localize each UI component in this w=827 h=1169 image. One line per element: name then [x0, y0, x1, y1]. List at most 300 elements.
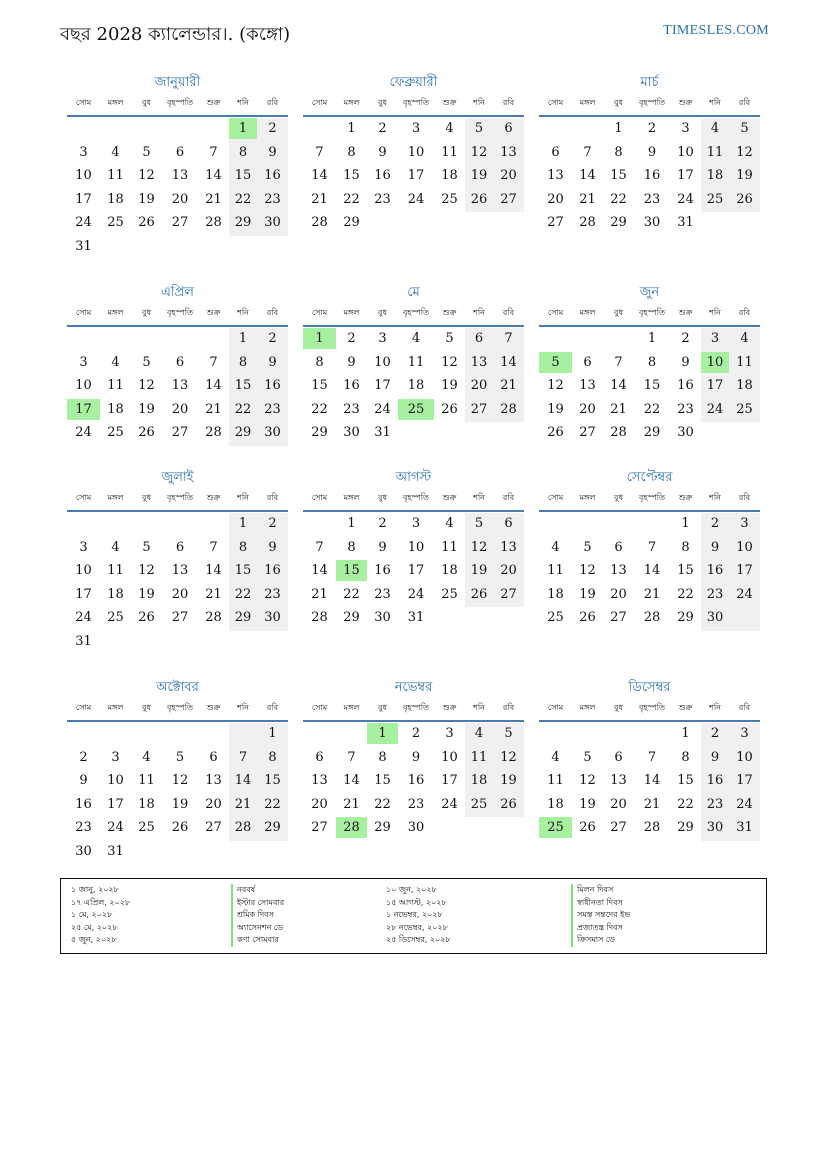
day-cell: 29: [677, 820, 694, 835]
day-cell: 20: [610, 586, 627, 602]
day-cell: 5: [142, 354, 151, 370]
day-cell: 26: [138, 610, 155, 625]
day-cell: 19: [441, 378, 458, 393]
day-cell: 25: [441, 191, 458, 207]
day-cell: 14: [500, 354, 517, 370]
weekday-label: শুক্র: [206, 98, 221, 107]
legend-holiday-name: প্রজাতন্ত্র দিবস: [571, 922, 623, 935]
day-cell: 11: [547, 773, 564, 788]
day-cell: 12: [500, 749, 517, 765]
day-cell: 19: [547, 401, 564, 417]
weekday-label: শনি: [237, 493, 249, 502]
day-cell: 28: [500, 401, 517, 417]
day-cell: 22: [311, 401, 328, 417]
weekday-header: [539, 97, 760, 117]
day-cell: 1: [347, 121, 356, 136]
day-cell: 31: [407, 610, 425, 625]
month-name: এপ্রিল: [161, 285, 194, 300]
day-cell: 6: [175, 539, 185, 555]
day-cell: 3: [740, 726, 749, 741]
day-cell: 18: [547, 586, 564, 602]
day-cell: 17: [75, 191, 92, 207]
day-cell: 26: [470, 586, 488, 602]
day-cell: 30: [264, 215, 281, 230]
day-cell: 13: [579, 378, 596, 393]
day-cell: 11: [441, 539, 458, 555]
day-cell: 18: [736, 378, 753, 393]
day-cell: 28: [311, 610, 328, 625]
day-cell: 19: [579, 586, 596, 602]
day-cell: 28: [643, 610, 661, 625]
weekday-label: বৃহস্পতি: [166, 308, 194, 317]
day-cell: 26: [579, 610, 596, 625]
day-cell: 10: [736, 539, 753, 555]
weekday-label: সোম: [311, 308, 328, 317]
day-cell: 4: [551, 749, 560, 765]
month-name: সেপ্টেম্বর: [626, 470, 673, 485]
day-cell: 9: [378, 539, 387, 555]
legend-date: ২৫ ডিসেম্বর, ২০২৮: [386, 935, 451, 944]
weekday-label: সোম: [75, 98, 92, 107]
day-cell: 21: [500, 378, 517, 393]
day-cell: 23: [407, 796, 425, 812]
day-cell: 11: [706, 144, 724, 160]
weekday-label: রবি: [266, 98, 279, 107]
day-cell: 2: [411, 726, 421, 741]
day-cell: 10: [374, 354, 391, 370]
day-cell: 30: [264, 425, 281, 440]
weekday-label: মঙ্গল: [107, 98, 124, 107]
weekday-label: সোম: [75, 308, 92, 317]
month-name: মার্চ: [640, 75, 659, 90]
weekday-label: সোম: [75, 703, 92, 712]
day-cell: 1: [347, 516, 356, 531]
day-cell: 21: [311, 586, 328, 602]
month-name: নভেম্বর: [394, 680, 433, 695]
day-cell: 8: [647, 354, 657, 370]
day-cell: 6: [315, 749, 324, 765]
legend-date: ১ মে, ২০২৮: [71, 910, 113, 919]
day-cell: 3: [411, 516, 421, 531]
weekday-label: রবি: [502, 493, 515, 502]
day-cell: 2: [268, 516, 277, 531]
day-cell: 2: [268, 121, 277, 136]
day-cell: 17: [441, 773, 458, 788]
day-cell: 22: [343, 191, 360, 207]
weekday-label: বৃহস্পতি: [402, 493, 430, 502]
month-block: [67, 468, 288, 668]
day-cell: 13: [610, 563, 627, 578]
day-cell: 21: [343, 796, 360, 812]
day-cell: 5: [175, 749, 185, 765]
day-cell: 9: [268, 354, 277, 370]
day-cell: 11: [547, 563, 564, 578]
weekday-label: সোম: [311, 98, 328, 107]
day-cell: 15: [343, 168, 360, 183]
weekday-label: সোম: [547, 98, 564, 107]
holiday-day-cell: 1: [303, 328, 336, 349]
weekday-label: বৃহস্পতি: [638, 493, 666, 502]
weekday-label: শনি: [237, 308, 249, 317]
day-cell: 7: [238, 749, 248, 765]
day-cell: 7: [209, 144, 218, 160]
day-cell: 8: [378, 749, 387, 765]
day-cell: 3: [79, 354, 88, 370]
day-cell: 15: [677, 563, 694, 578]
weekday-label: মঙ্গল: [343, 308, 360, 317]
day-cell: 29: [677, 610, 694, 625]
day-cell: 21: [234, 796, 252, 812]
day-cell: 20: [547, 191, 564, 207]
month-block: [303, 468, 524, 668]
day-cell: 22: [677, 586, 694, 602]
month-block: [539, 468, 760, 668]
day-cell: 14: [610, 378, 627, 393]
day-cell: 24: [75, 215, 92, 230]
day-cell: 24: [407, 586, 425, 602]
day-cell: 30: [706, 610, 724, 625]
day-cell: 1: [238, 516, 248, 531]
month-block: [303, 678, 524, 878]
day-cell: 19: [736, 168, 753, 183]
legend-holiday-name: সমস্ত সন্তদের ইভ: [571, 909, 630, 922]
day-cell: 13: [470, 354, 488, 370]
day-cell: 17: [107, 796, 124, 812]
day-cell: 6: [504, 516, 513, 531]
weekday-label: রবি: [738, 703, 751, 712]
day-cell: 13: [500, 539, 517, 555]
day-cell: 20: [171, 191, 189, 207]
day-cell: 3: [681, 121, 690, 136]
day-cell: 16: [374, 168, 391, 183]
day-cell: 22: [234, 401, 252, 417]
day-cell: 8: [614, 144, 623, 160]
day-cell: 5: [583, 749, 592, 765]
day-cell: 13: [500, 144, 517, 160]
holiday-day-cell: 25: [539, 817, 572, 838]
day-cell: 15: [374, 773, 391, 788]
brand-logo-text[interactable]: TIMESLES.COM: [663, 23, 769, 38]
weekday-label: শুক্র: [678, 493, 693, 502]
day-cell: 28: [610, 425, 627, 440]
day-cell: 8: [315, 354, 324, 370]
day-cell: 5: [474, 121, 484, 136]
month-name: জুন: [639, 285, 660, 300]
weekday-header: [303, 97, 524, 117]
month-name: জুলাই: [161, 470, 194, 485]
weekday-label: বুধ: [614, 98, 623, 107]
day-cell: 7: [315, 539, 324, 555]
day-cell: 23: [374, 586, 391, 602]
day-cell: 16: [643, 168, 661, 183]
day-cell: 18: [706, 168, 724, 183]
day-cell: 8: [238, 144, 248, 160]
day-cell: 30: [374, 610, 391, 625]
day-cell: 7: [347, 749, 356, 765]
month-name: জানুয়ারী: [154, 75, 201, 90]
day-cell: 15: [264, 773, 281, 788]
legend-date: ১৭ এপ্রিল, ২০২৮: [71, 897, 131, 907]
day-cell: 14: [205, 563, 222, 578]
day-cell: 28: [643, 820, 661, 835]
day-cell: 12: [470, 539, 488, 555]
day-cell: 15: [234, 168, 252, 183]
day-cell: 12: [441, 354, 458, 370]
day-cell: 10: [677, 144, 694, 160]
weekday-label: শুক্র: [442, 703, 457, 712]
day-cell: 5: [445, 331, 454, 346]
day-cell: 8: [238, 354, 248, 370]
day-cell: 14: [205, 378, 222, 393]
day-cell: 18: [107, 401, 124, 417]
day-cell: 22: [643, 401, 661, 417]
holiday-day-cell: 10: [701, 352, 729, 373]
day-cell: 1: [268, 726, 277, 741]
holiday-day-cell: 28: [336, 817, 367, 838]
day-cell: 23: [706, 586, 724, 602]
weekday-label: বুধ: [614, 703, 623, 712]
day-cell: 6: [175, 354, 185, 370]
day-cell: 20: [205, 796, 222, 812]
day-cell: 9: [79, 773, 88, 788]
day-cell: 7: [647, 539, 657, 555]
day-cell: 15: [311, 378, 328, 393]
day-cell: 24: [706, 401, 724, 417]
day-cell: 19: [470, 168, 488, 183]
day-cell: 18: [441, 563, 458, 578]
weekday-label: শুক্র: [442, 98, 457, 107]
day-cell: 25: [470, 796, 488, 812]
day-cell: 18: [441, 168, 458, 183]
day-cell: 12: [547, 378, 564, 393]
day-cell: 27: [500, 191, 517, 207]
day-cell: 16: [75, 796, 92, 812]
day-cell: 12: [470, 144, 488, 160]
legend-holiday-name: স্বাধীনতা দিবস: [571, 897, 623, 910]
day-cell: 2: [647, 121, 657, 136]
day-cell: 6: [614, 539, 623, 555]
day-cell: 11: [107, 378, 124, 393]
day-cell: 22: [234, 191, 252, 207]
legend-date: ১ জানু, ২০২৮: [71, 885, 119, 894]
day-cell: 8: [681, 749, 690, 765]
day-cell: 20: [610, 796, 627, 812]
weekday-label: শনি: [473, 703, 485, 712]
weekday-label: মঙ্গল: [343, 98, 360, 107]
day-cell: 27: [610, 820, 627, 835]
weekday-label: রবি: [502, 308, 515, 317]
day-cell: 24: [75, 425, 92, 440]
day-cell: 6: [551, 144, 560, 160]
day-cell: 21: [579, 191, 596, 207]
day-cell: 10: [75, 168, 92, 183]
day-cell: 4: [474, 726, 484, 741]
day-cell: 7: [583, 144, 592, 160]
legend-holiday-name: মিলন দিবস: [571, 884, 613, 897]
month-name: অক্টোবর: [156, 680, 199, 695]
day-cell: 28: [234, 820, 252, 835]
day-cell: 27: [205, 820, 222, 835]
day-cell: 6: [504, 121, 513, 136]
legend-holiday-name: ক্রিসমাস ডে: [571, 934, 615, 947]
day-cell: 26: [138, 425, 155, 440]
legend-date: ১ নভেম্বর, ২০২৮: [386, 910, 443, 919]
day-cell: 10: [407, 539, 425, 555]
holiday-day-cell: 5: [539, 352, 572, 373]
day-cell: 25: [706, 191, 724, 207]
day-cell: 24: [374, 401, 391, 417]
weekday-label: রবি: [502, 98, 515, 107]
day-cell: 30: [706, 820, 724, 835]
day-cell: 14: [343, 773, 360, 788]
weekday-header: [303, 492, 524, 512]
day-cell: 13: [205, 773, 222, 788]
weekday-label: বুধ: [142, 98, 151, 107]
day-cell: 1: [647, 331, 657, 346]
day-cell: 3: [710, 331, 720, 346]
day-cell: 2: [710, 726, 720, 741]
day-cell: 24: [107, 820, 124, 835]
day-cell: 6: [209, 749, 218, 765]
day-cell: 25: [107, 425, 124, 440]
weekday-label: সোম: [311, 493, 328, 502]
weekday-header: [67, 702, 288, 722]
day-cell: 13: [311, 773, 328, 788]
day-cell: 18: [138, 796, 155, 812]
day-cell: 23: [264, 586, 281, 602]
day-cell: 26: [579, 820, 596, 835]
day-cell: 11: [736, 354, 753, 370]
day-cell: 2: [378, 121, 387, 136]
day-cell: 19: [138, 586, 155, 602]
day-cell: 20: [500, 168, 517, 183]
day-cell: 21: [205, 191, 222, 207]
weekday-label: শুক্র: [206, 703, 221, 712]
day-cell: 11: [470, 749, 488, 765]
weekday-header: [539, 702, 760, 722]
day-cell: 24: [736, 796, 753, 812]
day-cell: 27: [500, 586, 517, 602]
month-block: [67, 678, 288, 878]
day-cell: 20: [311, 796, 328, 812]
weekday-label: বৃহস্পতি: [166, 493, 194, 502]
day-cell: 5: [740, 121, 749, 136]
weekday-label: সোম: [75, 493, 92, 502]
day-cell: 20: [171, 401, 189, 417]
day-cell: 21: [205, 586, 222, 602]
day-cell: 25: [547, 610, 564, 625]
legend-holiday-name: ইস্টার সোমবার: [231, 897, 284, 910]
day-cell: 15: [643, 378, 661, 393]
day-cell: 10: [75, 378, 92, 393]
day-cell: 8: [238, 539, 248, 555]
day-cell: 6: [614, 749, 623, 765]
day-cell: 23: [343, 401, 360, 417]
holiday-day-cell: 1: [229, 118, 257, 139]
weekday-label: বৃহস্পতি: [402, 703, 430, 712]
day-cell: 25: [107, 610, 124, 625]
day-cell: 11: [441, 144, 458, 160]
day-cell: 27: [579, 425, 596, 440]
weekday-label: বুধ: [142, 703, 151, 712]
day-cell: 16: [677, 378, 694, 393]
day-cell: 14: [579, 168, 596, 183]
month-name: মে: [407, 285, 420, 300]
day-cell: 9: [647, 144, 657, 160]
weekday-label: শুক্র: [442, 308, 457, 317]
day-cell: 23: [706, 796, 724, 812]
day-cell: 5: [583, 539, 592, 555]
day-cell: 29: [343, 610, 360, 625]
day-cell: 20: [500, 563, 517, 578]
day-cell: 7: [209, 539, 218, 555]
day-cell: 19: [470, 563, 488, 578]
day-cell: 7: [647, 749, 657, 765]
day-cell: 29: [234, 610, 252, 625]
day-cell: 9: [347, 354, 356, 370]
day-cell: 16: [264, 563, 281, 578]
legend-date: ২৮ নভেম্বর, ২০২৮: [386, 922, 448, 932]
month-block: [303, 73, 524, 273]
weekday-header: [539, 307, 760, 327]
holiday-day-cell: 25: [398, 399, 434, 420]
day-cell: 9: [378, 144, 387, 160]
day-cell: 12: [736, 144, 753, 160]
day-cell: 12: [138, 168, 155, 183]
legend-date: ৫ জুন, ২০২৮: [71, 935, 117, 944]
day-cell: 22: [610, 191, 627, 207]
day-cell: 23: [264, 401, 281, 417]
day-cell: 14: [234, 773, 252, 788]
day-cell: 2: [681, 331, 690, 346]
day-cell: 10: [75, 563, 92, 578]
weekday-label: রবি: [738, 308, 751, 317]
day-cell: 4: [142, 749, 151, 765]
holiday-legend: [60, 878, 767, 954]
day-cell: 5: [474, 516, 484, 531]
legend-holiday-name: কণা সোমবার: [231, 934, 279, 947]
day-cell: 29: [643, 425, 661, 440]
day-cell: 18: [407, 378, 425, 393]
weekday-label: বুধ: [614, 493, 623, 502]
day-cell: 5: [142, 539, 151, 555]
day-cell: 28: [311, 215, 328, 230]
day-cell: 27: [547, 215, 564, 230]
weekday-label: মঙ্গল: [579, 493, 596, 502]
day-cell: 12: [171, 773, 189, 788]
day-cell: 20: [470, 378, 488, 393]
weekday-label: শনি: [237, 98, 249, 107]
day-cell: 16: [407, 773, 425, 788]
legend-date: ১০ জুন, ২০২৮: [386, 885, 437, 894]
day-cell: 19: [579, 796, 596, 812]
day-cell: 30: [264, 610, 281, 625]
day-cell: 29: [610, 215, 627, 230]
day-cell: 24: [736, 586, 753, 602]
day-cell: 9: [710, 749, 720, 765]
weekday-label: মঙ্গল: [343, 493, 360, 502]
day-cell: 12: [138, 563, 155, 578]
day-cell: 19: [500, 773, 517, 788]
day-cell: 2: [378, 516, 387, 531]
month-name: ডিসেম্বর: [628, 680, 671, 695]
day-cell: 13: [610, 773, 627, 788]
day-cell: 15: [610, 168, 627, 183]
day-cell: 9: [268, 144, 277, 160]
weekday-label: শনি: [473, 308, 485, 317]
day-cell: 10: [107, 773, 124, 788]
day-cell: 4: [445, 121, 454, 136]
